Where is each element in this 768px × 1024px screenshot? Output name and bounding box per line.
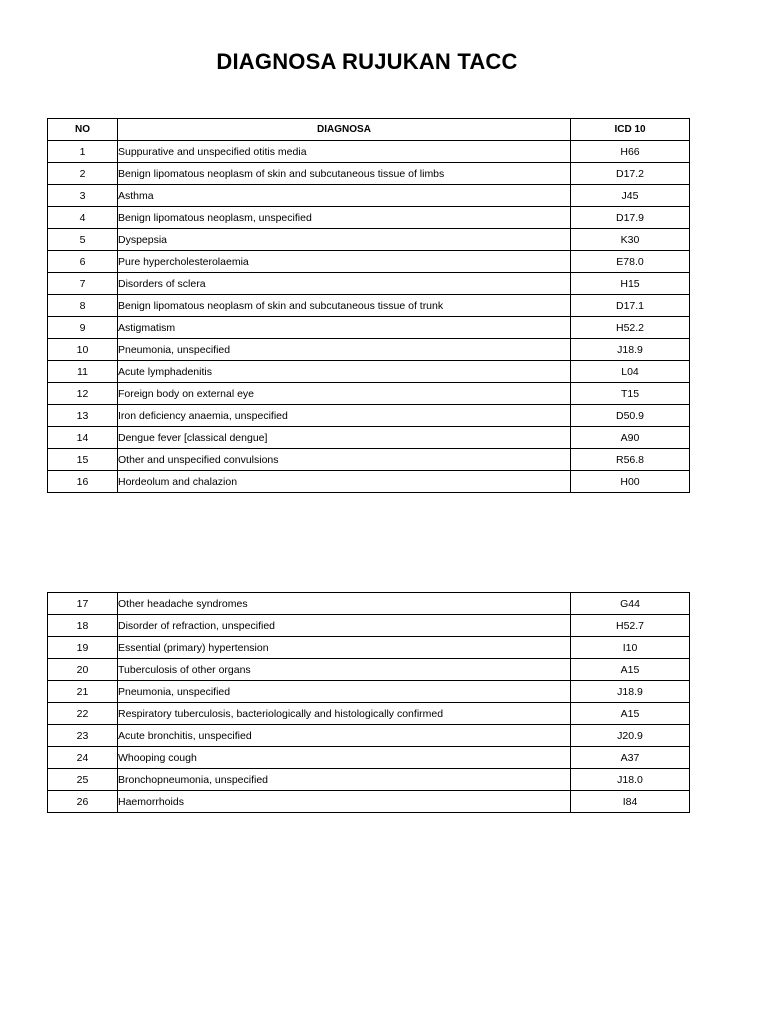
row-diagnosa: Astigmatism <box>118 317 571 339</box>
row-diagnosa: Haemorrhoids <box>118 791 571 813</box>
row-number: 15 <box>48 449 118 471</box>
row-number: 19 <box>48 637 118 659</box>
table-row <box>48 449 690 471</box>
row-diagnosa: Benign lipomatous neoplasm, unspecified <box>118 207 571 229</box>
row-number: 23 <box>48 725 118 747</box>
row-icd-code: H00 <box>571 471 690 493</box>
row-diagnosa: Dyspepsia <box>118 229 571 251</box>
row-diagnosa: Other headache syndromes <box>118 593 571 615</box>
row-diagnosa: Bronchopneumonia, unspecified <box>118 769 571 791</box>
row-icd-code: E78.0 <box>571 251 690 273</box>
row-number: 10 <box>48 339 118 361</box>
row-icd-code: H66 <box>571 141 690 163</box>
row-number: 18 <box>48 615 118 637</box>
row-diagnosa: Disorders of sclera <box>118 273 571 295</box>
row-icd-code: R56.8 <box>571 449 690 471</box>
row-icd-code: A15 <box>571 703 690 725</box>
table-row <box>48 637 690 659</box>
row-diagnosa: Respiratory tuberculosis, bacteriologically and histologically confirmed <box>118 703 571 725</box>
row-diagnosa: Disorder of refraction, unspecified <box>118 615 571 637</box>
table-row <box>48 593 690 615</box>
row-icd-code: A15 <box>571 659 690 681</box>
row-diagnosa: Acute bronchitis, unspecified <box>118 725 571 747</box>
row-number: 7 <box>48 273 118 295</box>
row-number: 26 <box>48 791 118 813</box>
table-row <box>48 471 690 493</box>
table-row <box>48 725 690 747</box>
row-icd-code: J20.9 <box>571 725 690 747</box>
row-icd-code: D17.1 <box>571 295 690 317</box>
row-icd-code: I84 <box>571 791 690 813</box>
table-row <box>48 791 690 813</box>
row-icd-code: G44 <box>571 593 690 615</box>
table-row <box>48 229 690 251</box>
row-diagnosa: Tuberculosis of other organs <box>118 659 571 681</box>
row-diagnosa: Other and unspecified convulsions <box>118 449 571 471</box>
page-title: DIAGNOSA RUJUKAN TACC <box>216 49 518 74</box>
table-row <box>48 405 690 427</box>
row-diagnosa: Acute lymphadenitis <box>118 361 571 383</box>
table-row <box>48 141 690 163</box>
row-diagnosa: Pneumonia, unspecified <box>118 681 571 703</box>
row-number: 2 <box>48 163 118 185</box>
table-row <box>48 747 690 769</box>
row-icd-code: I10 <box>571 637 690 659</box>
row-icd-code: K30 <box>571 229 690 251</box>
table-row <box>48 681 690 703</box>
row-icd-code: A90 <box>571 427 690 449</box>
row-number: 21 <box>48 681 118 703</box>
row-diagnosa: Foreign body on external eye <box>118 383 571 405</box>
table-row <box>48 615 690 637</box>
row-icd-code: D17.9 <box>571 207 690 229</box>
row-diagnosa: Pure hypercholesterolaemia <box>118 251 571 273</box>
row-icd-code: D50.9 <box>571 405 690 427</box>
row-icd-code: J18.0 <box>571 769 690 791</box>
row-number: 11 <box>48 361 118 383</box>
row-number: 25 <box>48 769 118 791</box>
table-row <box>48 659 690 681</box>
row-number: 12 <box>48 383 118 405</box>
header-no: NO <box>48 119 118 141</box>
table-row <box>48 361 690 383</box>
table-row <box>48 185 690 207</box>
row-number: 16 <box>48 471 118 493</box>
row-icd-code: J45 <box>571 185 690 207</box>
row-diagnosa: Hordeolum and chalazion <box>118 471 571 493</box>
table-row <box>48 339 690 361</box>
row-diagnosa: Benign lipomatous neoplasm of skin and subcutaneous tissue of trunk <box>118 295 571 317</box>
row-diagnosa: Whooping cough <box>118 747 571 769</box>
row-icd-code: H15 <box>571 273 690 295</box>
table-row <box>48 317 690 339</box>
header-diagnosa: DIAGNOSA <box>118 119 571 141</box>
row-diagnosa: Asthma <box>118 185 571 207</box>
row-number: 22 <box>48 703 118 725</box>
row-icd-code: D17.2 <box>571 163 690 185</box>
header-icd10: ICD 10 <box>571 119 690 141</box>
diagnosis-table-2 <box>47 592 690 813</box>
table-header-row <box>48 119 690 141</box>
row-diagnosa: Benign lipomatous neoplasm of skin and subcutaneous tissue of limbs <box>118 163 571 185</box>
table-row <box>48 295 690 317</box>
row-diagnosa: Dengue fever [classical dengue] <box>118 427 571 449</box>
row-number: 20 <box>48 659 118 681</box>
table-row <box>48 207 690 229</box>
row-diagnosa: Suppurative and unspecified otitis media <box>118 141 571 163</box>
row-diagnosa: Iron deficiency anaemia, unspecified <box>118 405 571 427</box>
diagnosis-table-1 <box>47 118 690 493</box>
row-diagnosa: Pneumonia, unspecified <box>118 339 571 361</box>
row-number: 1 <box>48 141 118 163</box>
table-row <box>48 427 690 449</box>
table-row <box>48 163 690 185</box>
row-number: 13 <box>48 405 118 427</box>
row-number: 24 <box>48 747 118 769</box>
row-icd-code: A37 <box>571 747 690 769</box>
row-icd-code: H52.7 <box>571 615 690 637</box>
table-row <box>48 703 690 725</box>
row-number: 3 <box>48 185 118 207</box>
row-icd-code: T15 <box>571 383 690 405</box>
table-row <box>48 769 690 791</box>
row-icd-code: H52.2 <box>571 317 690 339</box>
row-number: 5 <box>48 229 118 251</box>
row-number: 8 <box>48 295 118 317</box>
row-number: 9 <box>48 317 118 339</box>
row-icd-code: J18.9 <box>571 681 690 703</box>
row-number: 17 <box>48 593 118 615</box>
row-icd-code: L04 <box>571 361 690 383</box>
row-number: 6 <box>48 251 118 273</box>
row-number: 4 <box>48 207 118 229</box>
table-row <box>48 383 690 405</box>
row-diagnosa: Essential (primary) hypertension <box>118 637 571 659</box>
row-number: 14 <box>48 427 118 449</box>
table-row <box>48 273 690 295</box>
table-row <box>48 251 690 273</box>
row-icd-code: J18.9 <box>571 339 690 361</box>
